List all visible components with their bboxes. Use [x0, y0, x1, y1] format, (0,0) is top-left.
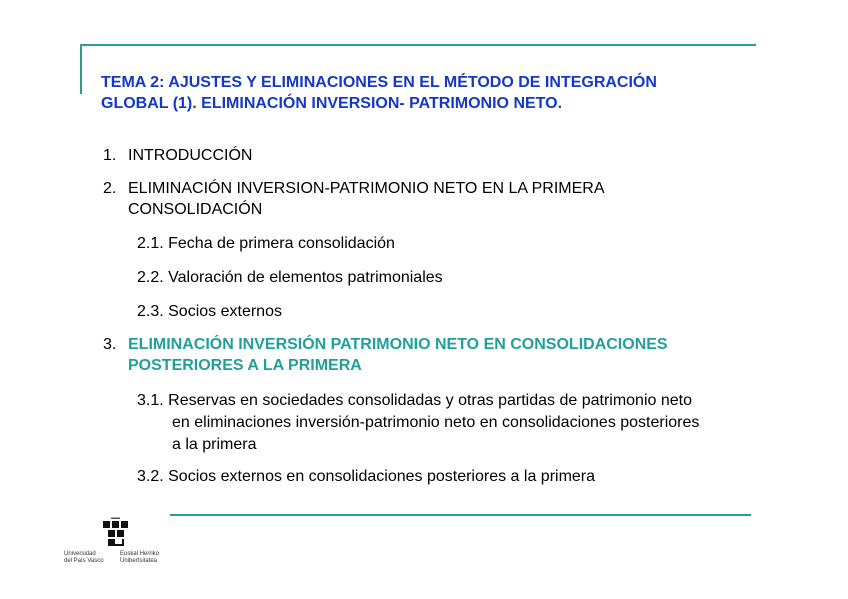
outline-subitem-2-1-line-1: 2.1. Fecha de primera consolidación	[137, 235, 395, 252]
outline-subitem-3-1-line-2: en eliminaciones inversión-patrimonio neto en consolidaciones posteriores	[172, 414, 700, 431]
outline-item-2-line-1: ELIMINACIÓN INVERSION-PATRIMONIO NETO EN LA PRIMERA	[128, 180, 605, 197]
outline-item-2-text	[128, 178, 783, 220]
logo-text-left-line-1: Universidad	[64, 551, 96, 557]
outline-subitem-3-1-line-1: 3.1. Reservas en sociedades consolidadas y otras partidas de patrimonio neto	[137, 392, 692, 409]
outline-subitem-3-2-line-1: 3.2. Socios externos en consolidaciones posteriores a la primera	[137, 468, 596, 485]
outline-item-2-line-2: CONSOLIDACIÓN	[128, 201, 263, 218]
outline-subitem-3-1	[137, 390, 827, 456]
outline-item-1	[103, 145, 783, 166]
frame-bottom-line	[170, 514, 751, 516]
frame-left-line	[80, 44, 82, 94]
outline-item-2-number: 2.	[103, 180, 117, 197]
outline-subitem-2-3	[137, 301, 282, 323]
logo-text-right-line-1: Euskal Herriko	[120, 551, 160, 557]
university-logo	[60, 517, 170, 577]
logo-text-right-line-2: Unibertsitatea	[120, 558, 158, 564]
slide-title-line-2: GLOBAL (1). ELIMINACIÓN INVERSION- PATRIMONIO NETO.	[101, 95, 563, 112]
outline-item-1-line-1: INTRODUCCIÓN	[128, 147, 253, 164]
outline-subitem-2-2-line-1: 2.2. Valoración de elementos patrimoniales	[137, 269, 443, 286]
outline-item-3-number: 3.	[103, 336, 117, 353]
outline-item-1-text	[128, 145, 783, 166]
logo-text-left-line-2: del País Vasco	[64, 558, 104, 564]
outline-subitem-2-2	[137, 267, 443, 289]
outline-subitem-2-3-line-1: 2.3. Socios externos	[137, 303, 282, 320]
outline-item-1-number: 1.	[103, 147, 117, 164]
outline-item-3-text	[128, 334, 803, 376]
outline-item-3-line-2: POSTERIORES A LA PRIMERA	[128, 357, 362, 374]
outline-item-2	[103, 178, 783, 220]
logo-text-left	[64, 551, 104, 565]
outline-subitem-3-2	[137, 466, 595, 488]
outline-item-3-line-1: ELIMINACIÓN INVERSIÓN PATRIMONIO NETO EN CONSOLIDACIONES	[128, 336, 668, 353]
slide-title-line-1: TEMA 2: AJUSTES Y ELIMINACIONES EN EL MÉTODO DE INTEGRACIÓN	[101, 74, 657, 91]
outline-subitem-2-1	[137, 233, 395, 255]
logo-text-right	[120, 551, 159, 565]
university-emblem-icon	[100, 517, 130, 547]
slide-title	[101, 72, 761, 114]
outline-subitem-3-1-line-3: a la primera	[172, 436, 257, 453]
outline-item-3	[103, 334, 803, 376]
frame-top-line	[80, 44, 756, 46]
